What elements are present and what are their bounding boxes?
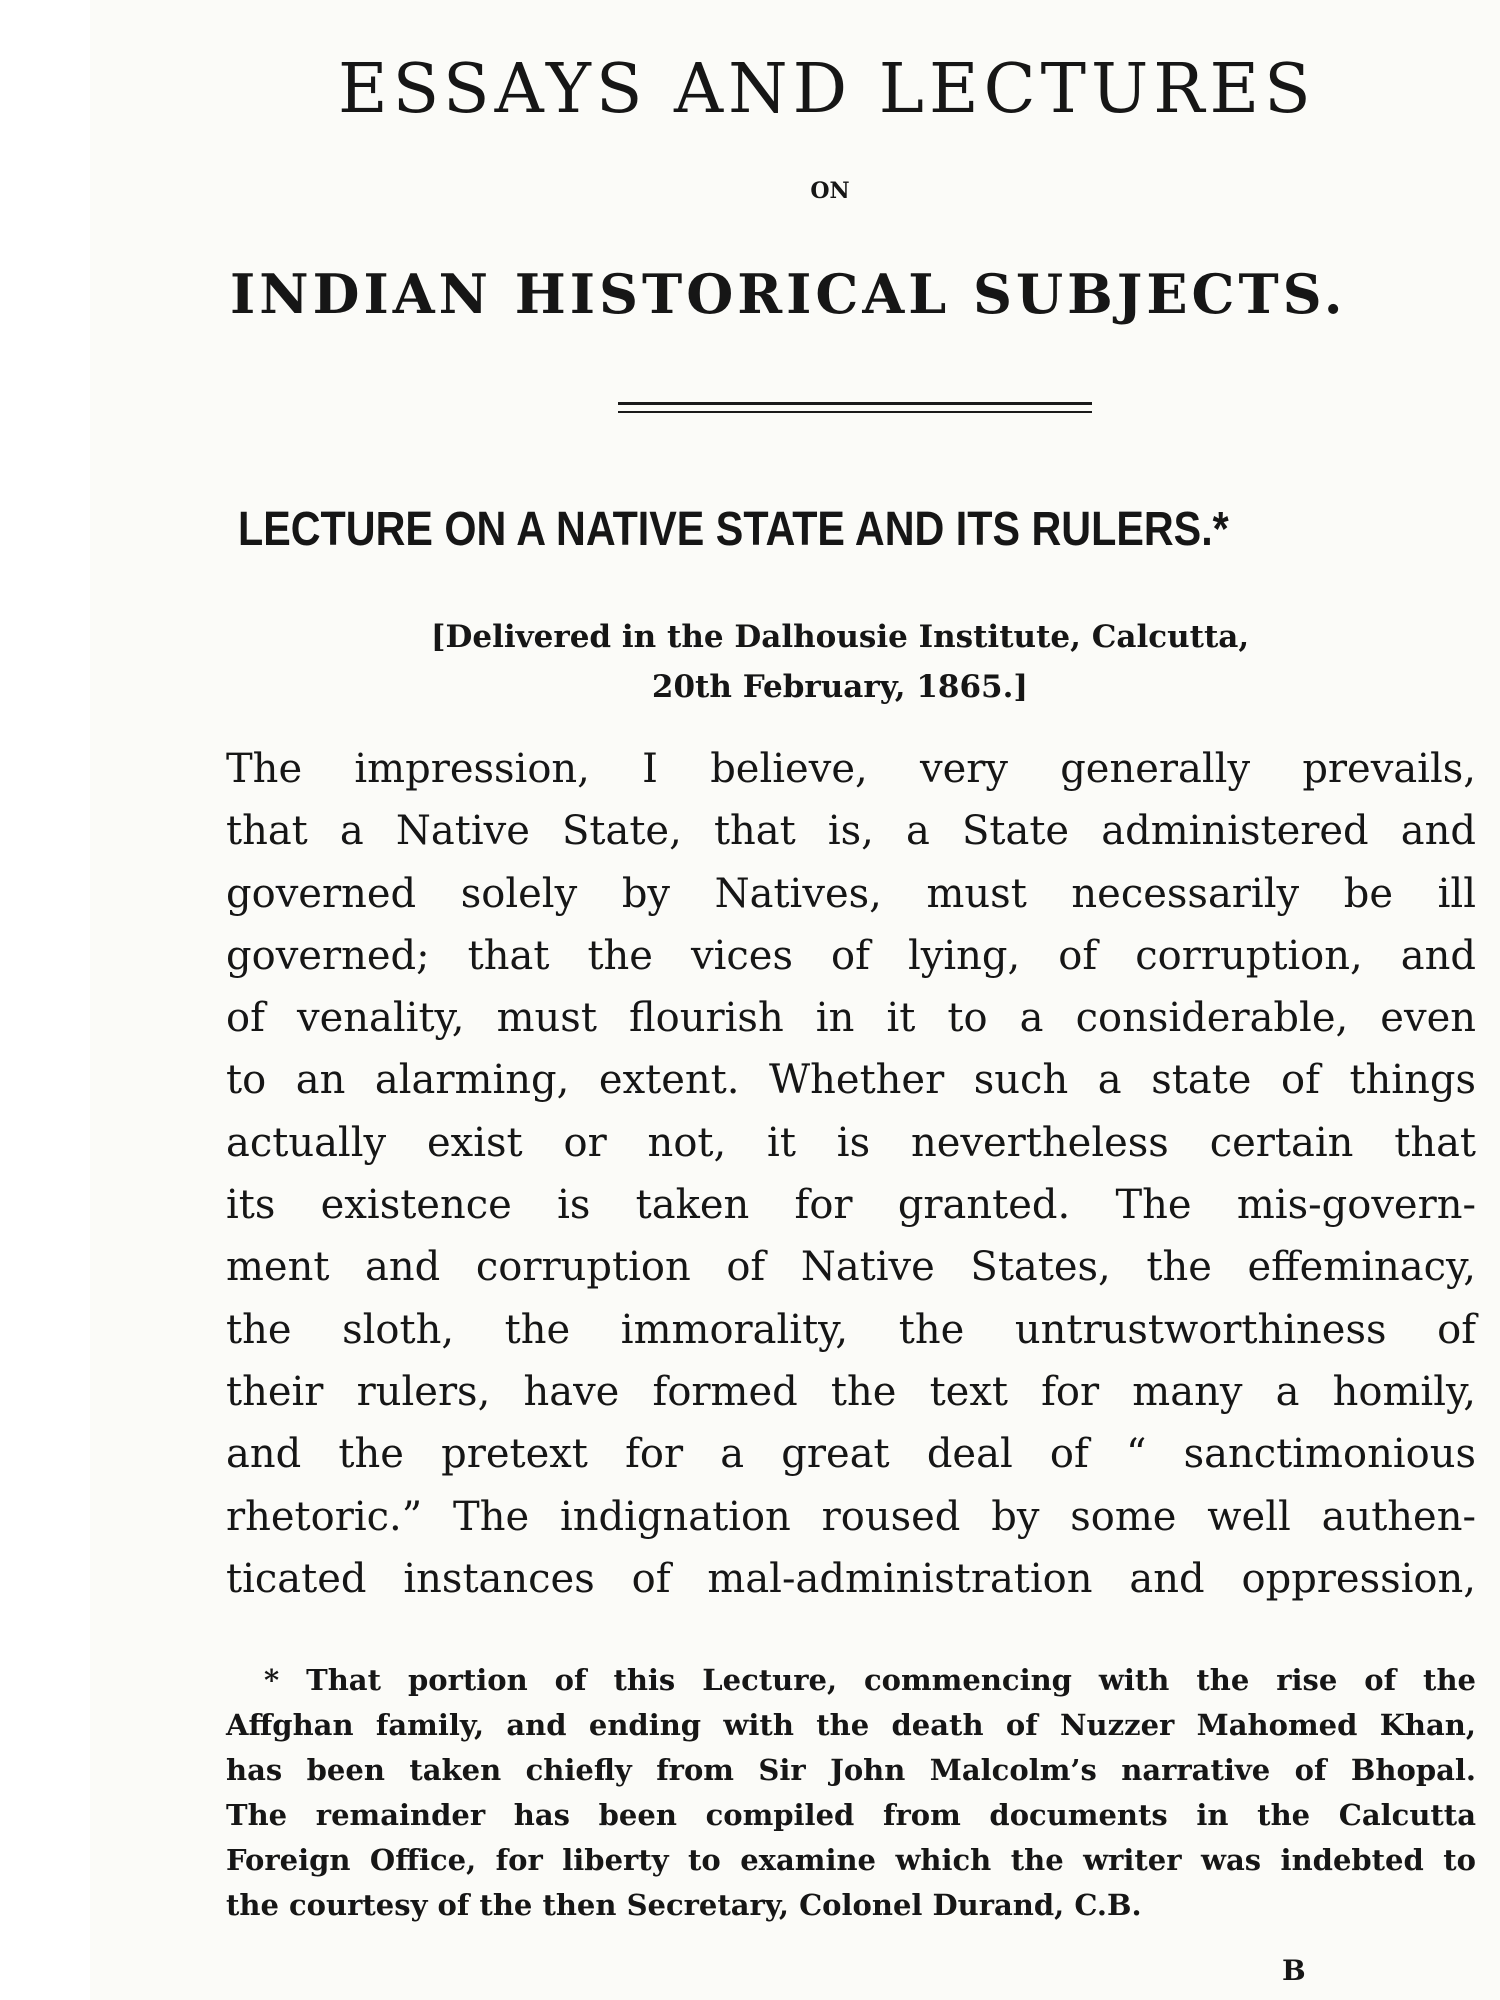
body-line: that a Native State, that is, a State administered and xyxy=(226,808,1476,855)
delivery-note xyxy=(290,612,1390,712)
body-line: ticated instances of mal-administration and oppression, xyxy=(226,1555,1476,1602)
footnote xyxy=(226,1658,1476,1928)
title-rule-thick xyxy=(618,402,1092,405)
body-line: rhetoric.” The indignation roused by some well authen- xyxy=(226,1493,1476,1540)
lecture-title: LECTURE ON A NATIVE STATE AND ITS RULERS.* xyxy=(238,503,1229,556)
body-line: ment and corruption of Native States, the effeminacy, xyxy=(226,1244,1476,1291)
title-connector: ON xyxy=(810,178,850,204)
body-line: governed solely by Natives, must necessarily be ill xyxy=(226,870,1476,917)
body-line: The impression, I believe, very generally prevails, xyxy=(226,746,1476,792)
footnote-line: The remainder has been compiled from documents in the Calcutta xyxy=(226,1798,1476,1832)
body-text xyxy=(226,738,1476,1610)
footnote-line: Affghan family, and ending with the death of Nuzzer Mahomed Khan, xyxy=(226,1708,1476,1742)
title-rule-thin xyxy=(618,411,1092,413)
book-title-line1: ESSAYS AND LECTURES xyxy=(338,50,1316,129)
body-line: and the pretext for a great deal of “ sanctimonious xyxy=(226,1431,1476,1478)
body-line: its existence is taken for granted. The mis-govern- xyxy=(226,1182,1476,1229)
body-line: actually exist or not, it is nevertheless certain that xyxy=(226,1119,1476,1166)
footnote-line: Foreign Office, for liberty to examine which the writer was indebted to xyxy=(226,1843,1476,1877)
body-line: of venality, must flourish in it to a considerable, even xyxy=(226,995,1476,1042)
book-page xyxy=(90,0,1500,2000)
body-line: their rulers, have formed the text for many a homily, xyxy=(226,1368,1476,1415)
book-title-line2: INDIAN HISTORICAL SUBJECTS. xyxy=(230,262,1347,326)
signature-mark: B xyxy=(1282,1954,1306,1987)
footnote-line: * That portion of this Lecture, commencing with the rise of the xyxy=(264,1663,1476,1697)
footnote-line: the courtesy of the then Secretary, Colonel Durand, C.B. xyxy=(226,1888,1142,1922)
delivery-note-line1: [Delivered in the Dalhousie Institute, Calcutta, xyxy=(430,619,1250,655)
body-line: to an alarming, extent. Whether such a state of things xyxy=(226,1057,1476,1104)
body-line: governed; that the vices of lying, of corruption, and xyxy=(226,932,1476,979)
delivery-note-line2: 20th February, 1865.] xyxy=(651,669,1029,705)
footnote-line: has been taken chiefly from Sir John Malcolm’s narrative of Bhopal. xyxy=(226,1753,1476,1787)
body-line: the sloth, the immorality, the untrustworthiness of xyxy=(226,1306,1476,1353)
